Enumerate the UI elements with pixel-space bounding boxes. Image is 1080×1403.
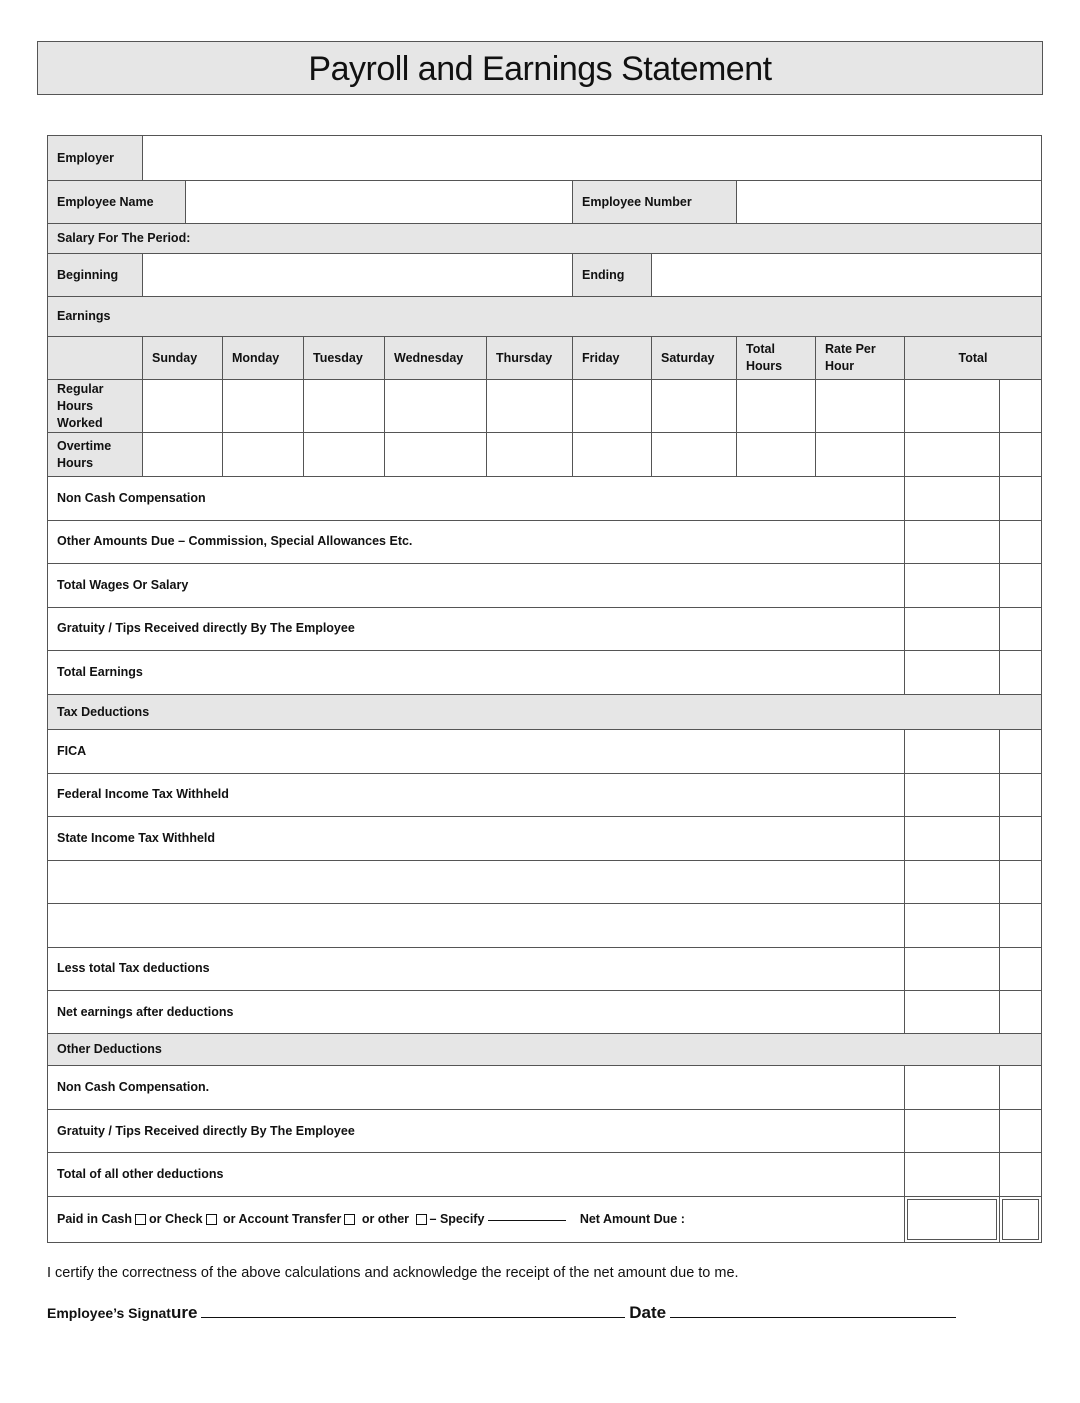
hours-cell[interactable] bbox=[815, 432, 905, 477]
other-label: or other bbox=[361, 1212, 410, 1226]
signature-field[interactable] bbox=[201, 1316, 625, 1318]
tax-line: Less total Tax deductions bbox=[47, 947, 905, 992]
other-deduction-line: Total of all other deductions bbox=[47, 1152, 905, 1197]
hours-cell[interactable] bbox=[651, 432, 737, 477]
check-checkbox[interactable] bbox=[206, 1214, 217, 1225]
tax-line: State Income Tax Withheld bbox=[47, 816, 905, 861]
row-label: Overtime Hours bbox=[47, 432, 143, 477]
total-cents-cell[interactable] bbox=[999, 432, 1042, 477]
tax-deductions-heading: Tax Deductions bbox=[47, 694, 1042, 730]
amount-dollars-cell[interactable] bbox=[904, 1065, 1000, 1110]
salary-period-heading: Salary For The Period: bbox=[47, 223, 1042, 254]
hours-cell[interactable] bbox=[736, 379, 816, 433]
amount-cents-cell[interactable] bbox=[999, 520, 1042, 565]
tax-line: Federal Income Tax Withheld bbox=[47, 773, 905, 818]
amount-dollars-cell[interactable] bbox=[904, 476, 1000, 521]
cash-label: Paid in Cash bbox=[57, 1212, 133, 1226]
signature-label: Employee’s Signat bbox=[47, 1305, 171, 1321]
hours-cell[interactable] bbox=[572, 432, 652, 477]
hours-cell[interactable] bbox=[486, 432, 573, 477]
amount-dollars-cell[interactable] bbox=[904, 729, 1000, 774]
column-header: Rate Per Hour bbox=[815, 336, 905, 380]
employer-label: Employer bbox=[47, 135, 143, 181]
ending-label: Ending bbox=[572, 253, 652, 297]
column-header: Thursday bbox=[486, 336, 573, 380]
employee-number-field[interactable] bbox=[736, 180, 1042, 224]
tax-line bbox=[47, 903, 905, 948]
hours-cell[interactable] bbox=[142, 379, 223, 433]
tax-line: Net earnings after deductions bbox=[47, 990, 905, 1035]
other-deduction-line: Non Cash Compensation. bbox=[47, 1065, 905, 1110]
column-header: Tuesday bbox=[303, 336, 385, 380]
hours-cell[interactable] bbox=[384, 379, 487, 433]
corner-cell bbox=[47, 336, 143, 380]
amount-dollars-cell[interactable] bbox=[904, 563, 1000, 608]
check-label: or Check bbox=[149, 1212, 203, 1226]
amount-dollars-cell[interactable] bbox=[904, 947, 1000, 992]
amount-cents-cell[interactable] bbox=[999, 903, 1042, 948]
hours-cell[interactable] bbox=[572, 379, 652, 433]
other-deductions-heading: Other Deductions bbox=[47, 1033, 1042, 1066]
net-amount-due-label: Net Amount Due : bbox=[579, 1212, 685, 1226]
column-header: Total Hours bbox=[736, 336, 816, 380]
date-label: Date bbox=[629, 1303, 667, 1322]
date-field[interactable] bbox=[670, 1316, 956, 1318]
total-dollars-cell[interactable] bbox=[904, 379, 1000, 433]
amount-dollars-cell[interactable] bbox=[904, 990, 1000, 1035]
earnings-line: Gratuity / Tips Received directly By The Employee bbox=[47, 607, 905, 652]
amount-dollars-cell[interactable] bbox=[904, 607, 1000, 652]
total-cents-cell[interactable] bbox=[999, 379, 1042, 433]
employer-field[interactable] bbox=[142, 135, 1042, 181]
hours-cell[interactable] bbox=[384, 432, 487, 477]
specify-label: – Specify bbox=[429, 1212, 485, 1226]
hours-cell[interactable] bbox=[651, 379, 737, 433]
transfer-label: or Account Transfer bbox=[223, 1212, 342, 1226]
cash-checkbox[interactable] bbox=[135, 1214, 146, 1225]
amount-dollars-cell[interactable] bbox=[904, 860, 1000, 905]
transfer-checkbox[interactable] bbox=[344, 1214, 355, 1225]
row-label: Regular Hours Worked bbox=[47, 379, 143, 433]
amount-cents-cell[interactable] bbox=[999, 1065, 1042, 1110]
hours-cell[interactable] bbox=[736, 432, 816, 477]
amount-cents-cell[interactable] bbox=[999, 563, 1042, 608]
hours-cell[interactable] bbox=[815, 379, 905, 433]
other-deduction-line: Gratuity / Tips Received directly By The Employee bbox=[47, 1109, 905, 1154]
amount-dollars-cell[interactable] bbox=[904, 903, 1000, 948]
column-header: Monday bbox=[222, 336, 304, 380]
column-header: Sunday bbox=[142, 336, 223, 380]
payment-method-row bbox=[47, 1196, 905, 1243]
signature-label-suffix: ure bbox=[170, 1303, 198, 1322]
amount-cents-cell[interactable] bbox=[999, 607, 1042, 652]
earnings-line: Other Amounts Due – Commission, Special Allowances Etc. bbox=[47, 520, 905, 565]
amount-dollars-cell[interactable] bbox=[904, 1152, 1000, 1197]
earnings-line: Total Earnings bbox=[47, 650, 905, 695]
beginning-label: Beginning bbox=[47, 253, 143, 297]
amount-cents-cell[interactable] bbox=[999, 1109, 1042, 1154]
earnings-heading: Earnings bbox=[47, 296, 1042, 337]
employee-name-label: Employee Name bbox=[47, 180, 186, 224]
total-dollars-cell[interactable] bbox=[904, 432, 1000, 477]
amount-dollars-cell[interactable] bbox=[904, 816, 1000, 861]
specify-field[interactable] bbox=[488, 1219, 566, 1221]
amount-cents-cell[interactable] bbox=[999, 990, 1042, 1035]
amount-dollars-cell[interactable] bbox=[904, 1109, 1000, 1154]
signature-row bbox=[47, 1303, 956, 1323]
employee-number-label: Employee Number bbox=[572, 180, 737, 224]
tax-line: FICA bbox=[47, 729, 905, 774]
column-header: Saturday bbox=[651, 336, 737, 380]
column-header: Friday bbox=[572, 336, 652, 380]
certification-text: I certify the correctness of the above calculations and acknowledge the receipt of the net amount due to me. bbox=[47, 1265, 739, 1281]
column-header: Total bbox=[904, 336, 1042, 380]
net-due-dollars-cell[interactable] bbox=[904, 1196, 1000, 1243]
other-checkbox[interactable] bbox=[416, 1214, 427, 1225]
amount-dollars-cell[interactable] bbox=[904, 520, 1000, 565]
amount-cents-cell[interactable] bbox=[999, 650, 1042, 695]
hours-cell[interactable] bbox=[486, 379, 573, 433]
hours-cell[interactable] bbox=[142, 432, 223, 477]
earnings-line: Non Cash Compensation bbox=[47, 476, 905, 521]
column-header: Wednesday bbox=[384, 336, 487, 380]
amount-cents-cell[interactable] bbox=[999, 773, 1042, 818]
beginning-field[interactable] bbox=[142, 253, 573, 297]
employee-name-field[interactable] bbox=[185, 180, 573, 224]
hours-cell[interactable] bbox=[303, 432, 385, 477]
amount-cents-cell[interactable] bbox=[999, 860, 1042, 905]
amount-cents-cell[interactable] bbox=[999, 947, 1042, 992]
amount-cents-cell[interactable] bbox=[999, 1152, 1042, 1197]
form-title: Payroll and Earnings Statement bbox=[37, 41, 1043, 95]
hours-cell[interactable] bbox=[222, 379, 304, 433]
amount-cents-cell[interactable] bbox=[999, 816, 1042, 861]
amount-cents-cell[interactable] bbox=[999, 476, 1042, 521]
hours-cell[interactable] bbox=[303, 379, 385, 433]
amount-dollars-cell[interactable] bbox=[904, 773, 1000, 818]
earnings-line: Total Wages Or Salary bbox=[47, 563, 905, 608]
ending-field[interactable] bbox=[651, 253, 1042, 297]
amount-dollars-cell[interactable] bbox=[904, 650, 1000, 695]
hours-cell[interactable] bbox=[222, 432, 304, 477]
tax-line bbox=[47, 860, 905, 905]
net-due-cents-cell[interactable] bbox=[999, 1196, 1042, 1243]
amount-cents-cell[interactable] bbox=[999, 729, 1042, 774]
